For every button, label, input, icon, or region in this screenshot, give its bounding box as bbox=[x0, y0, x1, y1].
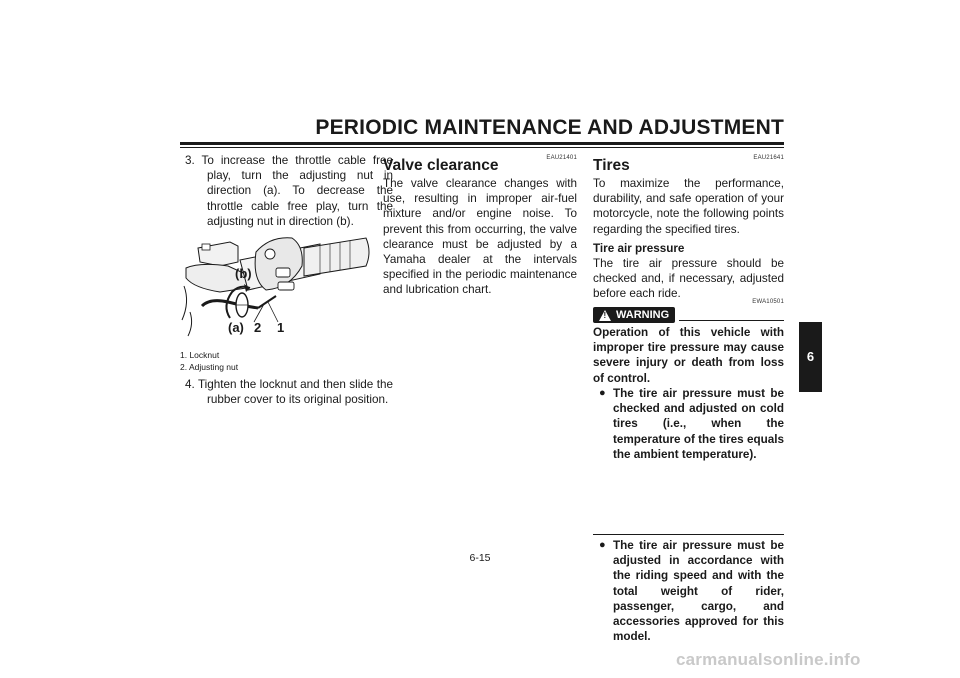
step-3-text: 3. To increase the throttle cable free play, turn the adjusting nut in direction (a). To decrease the throttle cable free play, turn the adjusting nut in direction (b). bbox=[185, 154, 393, 228]
caption-locknut: 1. Locknut bbox=[180, 350, 220, 360]
page-title: PERIODIC MAINTENANCE AND ADJUSTMENT bbox=[315, 116, 784, 139]
warning-rule bbox=[679, 320, 784, 321]
bullet-icon: ● bbox=[599, 539, 606, 552]
tires-intro: To maximize the performance, durability, and safe operation of your motorcycle, note the following points regarding the specified tires. bbox=[593, 177, 784, 236]
warning-icon: ! bbox=[599, 310, 611, 321]
section-heading-tires: Tires bbox=[593, 157, 630, 174]
label-a: (a) bbox=[228, 320, 244, 335]
warning-code: EWA10501 bbox=[752, 299, 784, 305]
warning-badge bbox=[593, 307, 675, 323]
tire-air-pressure-heading: Tire air pressure bbox=[593, 242, 685, 255]
step-4-text: 4. Tighten the locknut and then slide the rubber cover to its original position. bbox=[185, 378, 393, 407]
warning-bottom-rule bbox=[593, 534, 784, 535]
header-rule bbox=[180, 142, 784, 145]
section-code: EAU21401 bbox=[546, 155, 577, 161]
section-code: EAU21641 bbox=[753, 155, 784, 161]
warning-bullet-1: The tire air pressure must be checked and adjusted on cold tires (i.e., when the temperature of the tires equals the ambient temperature). bbox=[613, 387, 784, 461]
valve-clearance-body: The valve clearance changes with use, resulting in improper air-fuel mixture and/or engine noise. To prevent this from occurring, the valve clearance must be adjusted by a Yamaha dealer at the intervals specified in the periodic maintenance and lubrication chart. bbox=[383, 177, 577, 297]
caption-adjusting-nut: 2. Adjusting nut bbox=[180, 362, 239, 372]
watermark: carmanualsonline.info bbox=[676, 650, 861, 669]
label-b: (b) bbox=[235, 266, 252, 281]
chapter-tab bbox=[799, 322, 822, 392]
list-item bbox=[593, 538, 784, 644]
list-item bbox=[593, 386, 784, 462]
figure-captions bbox=[180, 349, 370, 373]
warning-label: WARNING bbox=[616, 309, 670, 321]
label-1: 1 bbox=[277, 320, 285, 335]
throttle-cable-figure bbox=[180, 232, 374, 338]
chapter-tab-label: 6 bbox=[806, 349, 815, 364]
label-2: 2 bbox=[254, 320, 262, 335]
header-rule-thin bbox=[180, 147, 784, 148]
bullet-icon: ● bbox=[599, 387, 606, 399]
page-number: 6-15 bbox=[469, 552, 491, 564]
warning-text: Operation of this vehicle with improper tire pressure may cause severe injury or death from loss of control. bbox=[593, 326, 784, 385]
tire-air-pressure-body: The tire air pressure should be checked and, if necessary, adjusted before each ride. bbox=[593, 257, 784, 301]
warning-bullet-2: The tire air pressure must be adjusted in accordance with the riding speed and with the total weight of rider, passenger, cargo, and accessories approved for this model. bbox=[613, 539, 784, 644]
section-heading-valve-clearance: Valve clearance bbox=[383, 157, 499, 174]
